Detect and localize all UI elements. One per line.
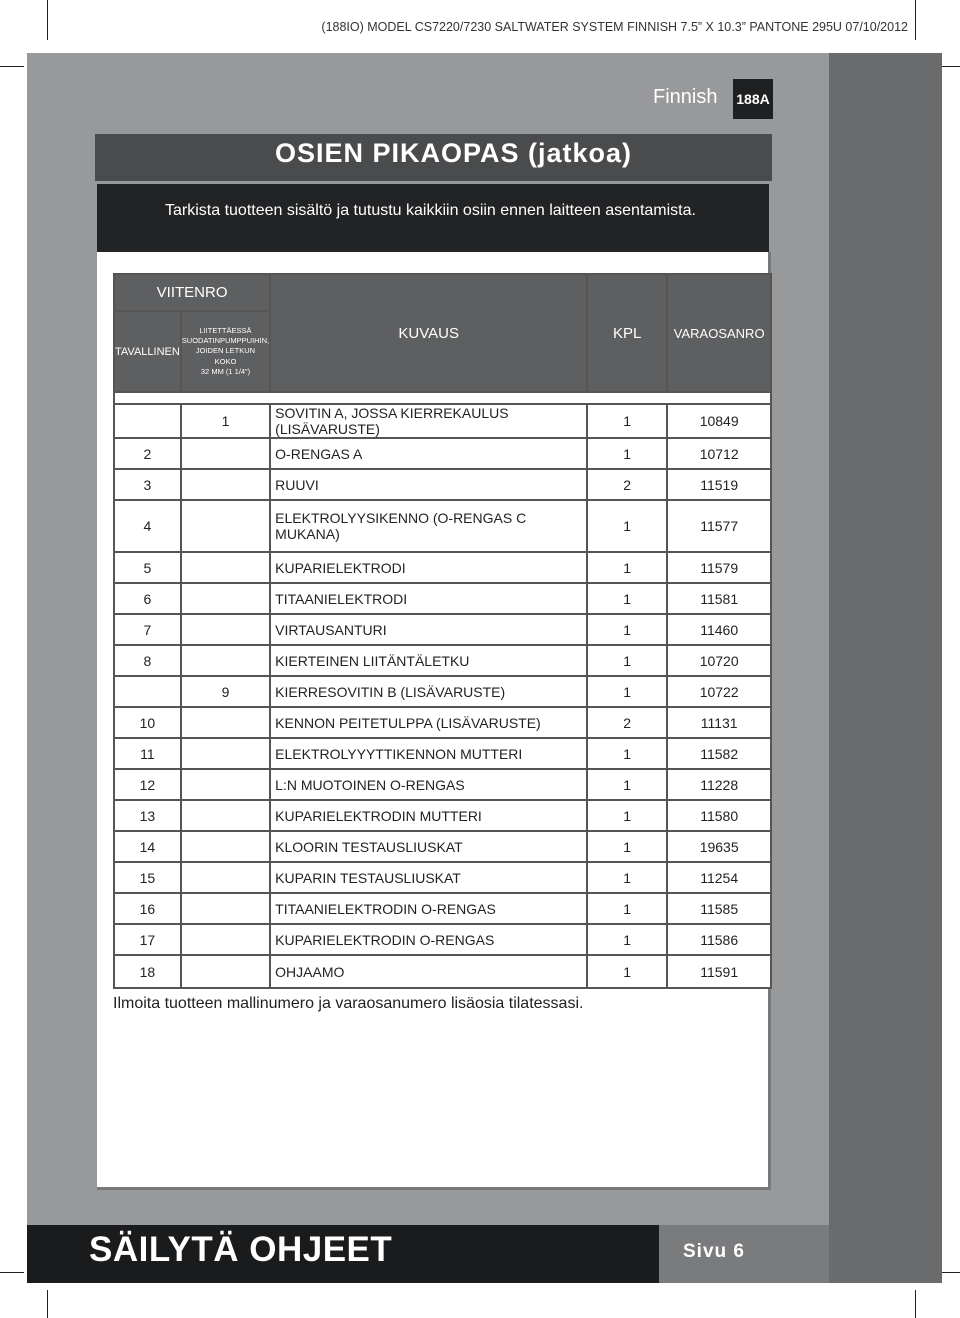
table-row <box>114 862 771 893</box>
header-liitettaessa <box>181 311 270 392</box>
ref-standard-cell: 12 <box>114 769 181 800</box>
ref-alt-cell <box>181 893 270 924</box>
part-number-cell: 10712 <box>667 438 771 469</box>
page-number: Sivu 6 <box>683 1241 745 1262</box>
description-cell: KUPARIELEKTRODI <box>270 552 587 583</box>
table-row <box>114 500 771 552</box>
description-cell: TITAANIELEKTRODI <box>270 583 587 614</box>
table-row <box>114 676 771 707</box>
quantity-cell: 1 <box>587 769 667 800</box>
crop-mark <box>47 1290 48 1318</box>
intro-text: Tarkista tuotteen sisältö ja tutustu kaikkiin osiin ennen laitteen asentamista. <box>165 202 696 219</box>
ref-alt-cell <box>181 469 270 500</box>
quantity-cell: 1 <box>587 738 667 769</box>
description-cell: RUUVI <box>270 469 587 500</box>
quantity-cell: 1 <box>587 676 667 707</box>
part-number-cell: 10849 <box>667 404 771 438</box>
ref-standard-cell: 18 <box>114 955 181 988</box>
table-row <box>114 645 771 676</box>
part-number-cell: 10722 <box>667 676 771 707</box>
header-liitettaessa-line: LIITETTÄESSÄ <box>199 326 252 336</box>
table-row <box>114 583 771 614</box>
description-cell: KUPARIELEKTRODIN O-RENGAS <box>270 924 587 955</box>
description-cell: ELEKTROLYYSIKENNO (O-RENGAS C MUKANA) <box>270 500 587 552</box>
part-number-cell: 11581 <box>667 583 771 614</box>
header-liitettaessa-line: KOKO <box>214 356 237 366</box>
part-number-cell: 11579 <box>667 552 771 583</box>
description-cell: KUPARIELEKTRODIN MUTTERI <box>270 800 587 831</box>
part-number-cell: 11586 <box>667 924 771 955</box>
ref-alt-cell <box>181 955 270 988</box>
ref-alt-cell <box>181 800 270 831</box>
table-row <box>114 769 771 800</box>
crop-mark <box>0 66 24 67</box>
quantity-cell: 1 <box>587 955 667 988</box>
quantity-cell: 1 <box>587 438 667 469</box>
part-number-cell: 11580 <box>667 800 771 831</box>
part-number-cell: 11585 <box>667 893 771 924</box>
quantity-cell: 2 <box>587 469 667 500</box>
page-title: OSIEN PIKAOPAS (jatkoa) <box>274 138 633 168</box>
ref-standard-cell: 15 <box>114 862 181 893</box>
ref-standard-cell: 6 <box>114 583 181 614</box>
ref-alt-cell <box>181 862 270 893</box>
parts-table <box>113 273 772 989</box>
table-row <box>114 800 771 831</box>
part-number-cell: 11582 <box>667 738 771 769</box>
ref-alt-cell: 9 <box>181 676 270 707</box>
ref-alt-cell: 1 <box>181 404 270 438</box>
description-cell: ELEKTROLYYYTTIKENNON MUTTERI <box>270 738 587 769</box>
ref-standard-cell: 5 <box>114 552 181 583</box>
ref-standard-cell: 2 <box>114 438 181 469</box>
ref-standard-cell <box>114 676 181 707</box>
description-cell: KIERRESOVITIN B (LISÄVARUSTE) <box>270 676 587 707</box>
header-viitenro: VIITENRO <box>114 274 270 311</box>
description-cell: O-RENGAS A <box>270 438 587 469</box>
table-row <box>114 738 771 769</box>
footer-title: SÄILYTÄ OHJEET <box>89 1230 393 1269</box>
ref-alt-cell <box>181 583 270 614</box>
description-cell: SOVITIN A, JOSSA KIERREKAULUS (LISÄVARUSTE) <box>270 404 587 438</box>
footer-note: Ilmoita tuotteen mallinumero ja varaosanumero lisäosia tilatessasi. <box>113 995 584 1012</box>
ref-standard-cell: 13 <box>114 800 181 831</box>
gap-cell <box>114 392 771 404</box>
right-side-strip <box>829 53 942 1225</box>
quantity-cell: 1 <box>587 924 667 955</box>
ref-standard-cell <box>114 404 181 438</box>
part-number-cell: 11577 <box>667 500 771 552</box>
table-row <box>114 614 771 645</box>
part-number-cell: 11228 <box>667 769 771 800</box>
quantity-cell: 1 <box>587 500 667 552</box>
quantity-cell: 1 <box>587 583 667 614</box>
header-kpl: KPL <box>587 274 667 392</box>
ref-alt-cell <box>181 831 270 862</box>
ref-standard-cell: 17 <box>114 924 181 955</box>
part-number-cell: 11591 <box>667 955 771 988</box>
quantity-cell: 1 <box>587 893 667 924</box>
table-row <box>114 552 771 583</box>
description-cell: KUPARIN TESTAUSLIUSKAT <box>270 862 587 893</box>
footer-right-strip <box>829 1225 942 1283</box>
page-number-band <box>659 1225 829 1283</box>
quantity-cell: 1 <box>587 862 667 893</box>
ref-alt-cell <box>181 924 270 955</box>
part-number-cell: 11131 <box>667 707 771 738</box>
description-cell: KENNON PEITETULPPA (LISÄVARUSTE) <box>270 707 587 738</box>
crop-mark <box>47 0 48 40</box>
quantity-cell: 2 <box>587 707 667 738</box>
ref-standard-cell: 14 <box>114 831 181 862</box>
table-row <box>114 438 771 469</box>
table-row <box>114 924 771 955</box>
header-tavallinen: TAVALLINEN <box>114 311 181 392</box>
crop-mark <box>0 1272 24 1273</box>
table-row <box>114 955 771 988</box>
part-number-cell: 11254 <box>667 862 771 893</box>
ref-alt-cell <box>181 614 270 645</box>
parts-table-body <box>114 392 771 988</box>
table-row <box>114 707 771 738</box>
ref-standard-cell: 16 <box>114 893 181 924</box>
ref-alt-cell <box>181 645 270 676</box>
ref-standard-cell: 11 <box>114 738 181 769</box>
quantity-cell: 1 <box>587 645 667 676</box>
quantity-cell: 1 <box>587 614 667 645</box>
ref-standard-cell: 10 <box>114 707 181 738</box>
ref-alt-cell <box>181 552 270 583</box>
language-label: Finnish <box>653 86 718 108</box>
quantity-cell: 1 <box>587 552 667 583</box>
header-varaosanro: VARAOSANRO <box>667 274 771 392</box>
description-cell: KIERTEINEN LIITÄNTÄLETKU <box>270 645 587 676</box>
header-liitettaessa-line: 32 MM (1 1/4”) <box>200 366 251 376</box>
ref-standard-cell: 3 <box>114 469 181 500</box>
part-number-cell: 10720 <box>667 645 771 676</box>
header-liitettaessa-line: SUODATINPUMPPUIHIN, <box>181 336 270 346</box>
ref-alt-cell <box>181 500 270 552</box>
description-cell: VIRTAUSANTURI <box>270 614 587 645</box>
intro-band <box>97 184 769 252</box>
part-number-cell: 11460 <box>667 614 771 645</box>
description-cell: L:N MUOTOINEN O-RENGAS <box>270 769 587 800</box>
ref-standard-cell: 4 <box>114 500 181 552</box>
crop-mark <box>915 0 916 40</box>
ref-alt-cell <box>181 769 270 800</box>
quantity-cell: 1 <box>587 831 667 862</box>
quantity-cell: 1 <box>587 800 667 831</box>
title-band <box>95 134 772 181</box>
print-spec-line: (188IO) MODEL CS7220/7230 SALTWATER SYSTEM FINNISH 7.5” X 10.3” PANTONE 295U 07/10/2012 <box>321 20 908 34</box>
ref-alt-cell <box>181 738 270 769</box>
ref-alt-cell <box>181 707 270 738</box>
header-liitettaessa-line: JOIDEN LETKUN <box>195 346 256 356</box>
table-row <box>114 831 771 862</box>
crop-mark <box>915 1290 916 1318</box>
table-row <box>114 469 771 500</box>
footer-band <box>27 1225 659 1283</box>
description-cell: OHJAAMO <box>270 955 587 988</box>
ref-standard-cell: 8 <box>114 645 181 676</box>
table-row <box>114 404 771 438</box>
part-number-cell: 19635 <box>667 831 771 862</box>
quantity-cell: 1 <box>587 404 667 438</box>
ref-alt-cell <box>181 438 270 469</box>
part-number-cell: 11519 <box>667 469 771 500</box>
table-gap-row <box>114 392 771 404</box>
section-code-badge: 188A <box>733 79 773 119</box>
ref-standard-cell: 7 <box>114 614 181 645</box>
description-cell: KLOORIN TESTAUSLIUSKAT <box>270 831 587 862</box>
header-kuvaus: KUVAUS <box>270 274 587 392</box>
table-row <box>114 893 771 924</box>
description-cell: TITAANIELEKTRODIN O-RENGAS <box>270 893 587 924</box>
